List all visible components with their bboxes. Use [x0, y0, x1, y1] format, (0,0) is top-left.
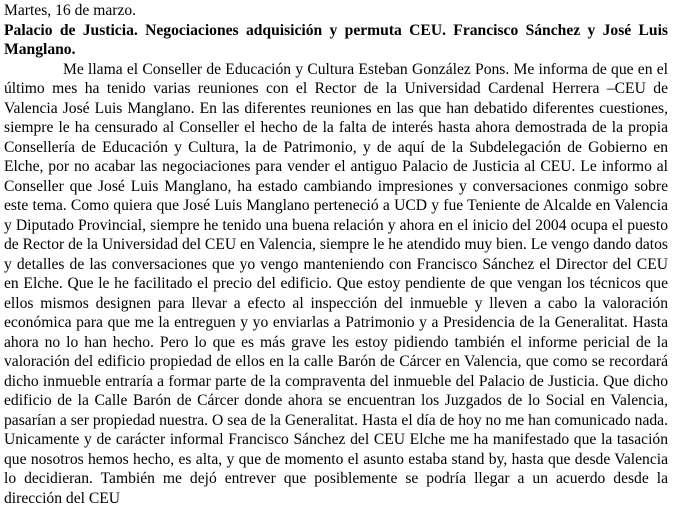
- entry-heading: Palacio de Justicia. Negociaciones adquisición y permuta CEU. Francisco Sánchez y José Luis Manglano.: [4, 21, 668, 60]
- entry-body: Me llama el Conseller de Educación y Cultura Esteban González Pons. Me informa de que en el último mes ha tenido varias reuniones con el Rector de la Universidad Cardenal Herrera –CEU de Valencia José Luis Manglano. En las diferentes reuniones en las que han debatido diferentes cuestiones, siempre le ha censurado al Conseller el hecho de la falta de interés hasta ahora demostrada de la propia Consellería de Educación y Cultura, la de Patrimonio, y de aquí de la Subdelegación de Gobierno en Elche, por no acabar las negociaciones para vender el antiguo Palacio de Justicia al CEU. Le informo al Conseller que José Luis Manglano, ha estado cambiando impresiones y conversaciones conmigo sobre este tema. Como quiera que José Luis Manglano perteneció a UCD y fue Teniente de Alcalde en Valencia y Diputado Provincial, siempre he tenido una buena relación y ahora en el inicio del 2004 ocupa el puesto de Rector de la Universidad del CEU en Valencia, siempre le he atendido muy bien. Le vengo dando datos y detalles de las conversaciones que yo vengo manteniendo con Francisco Sánchez el Director del CEU en Elche. Que le he facilitado el precio del edificio. Que estoy pendiente de que vengan los técnicos que ellos mismos designen para llevar a efecto al inspección del inmueble y lleven a cabo la valoración económica para que me la entreguen y yo enviarlas a Patrimonio y a Presidencia de la Generalitat. Hasta ahora no lo han hecho. Pero lo que es más grave les estoy pidiendo también el informe pericial de la valoración del edificio propiedad de ellos en la calle Barón de Cárcer en Valencia, que como se recordará dicho inmueble entraría a formar parte de la compraventa del inmueble del Palacio de Justicia. Que dicho edificio de la Calle Barón de Cárcer donde ahora se encuentran los Juzgados de lo Social en Valencia, pasarían a ser propiedad nuestra. O sea de la Generalitat. Hasta el día de hoy no me han comunicado nada. Unicamente y de carácter informal Francisco Sánchez del CEU Elche me ha manifestado que la tasación que nosotros hemos hecho, es alta, y que de momento el asunto estaba stand by, hasta que desde Valencia lo decidieran. También me dejó entrever que posiblemente se podría llegar a un acuerdo desde la dirección del CEU: [4, 60, 668, 508]
- entry-date: Martes, 16 de marzo.: [4, 1, 668, 21]
- document-page: [4, 1, 668, 508]
